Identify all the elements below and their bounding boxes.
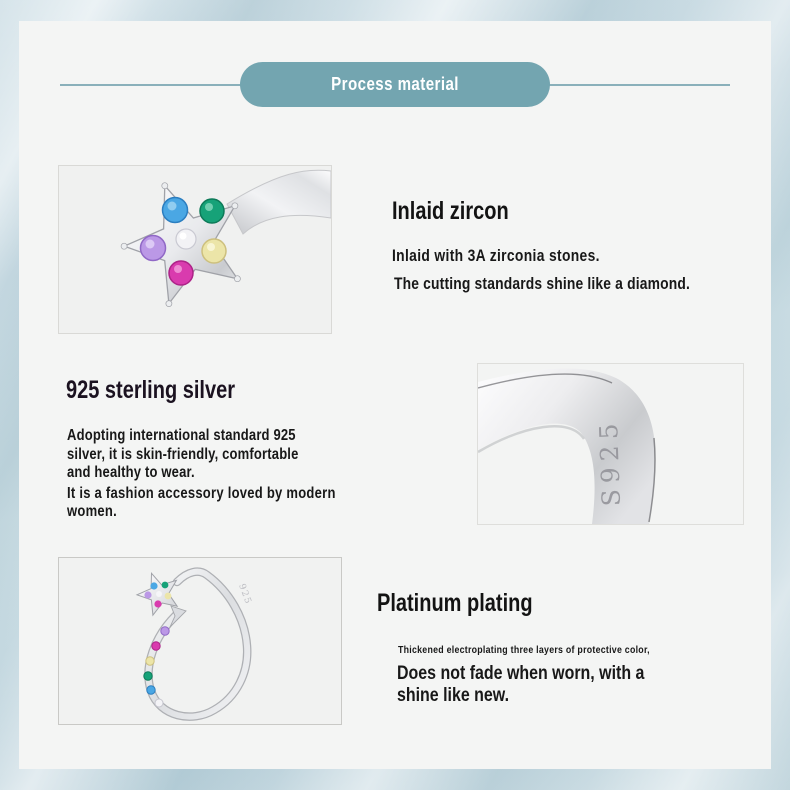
s925-band-illustration [478,364,743,524]
paragraph-line: silver, it is skin-friendly, comfortable [67,445,299,463]
star-head-illustration [59,166,331,333]
page-title: Process material [331,74,459,94]
paragraph-line: It is a fashion accessory loved by modern [67,485,336,502]
photo-background [59,558,341,724]
inlaid-zircon-line-1: Inlaid with 3A zirconia stones. [392,247,600,265]
section-title-pill [240,62,550,107]
sterling-silver-paragraph-2 [67,485,336,521]
platinum-plating-heading: Platinum plating [377,589,533,617]
inlaid-zircon-line-2: The cutting standards shine like a diamond. [394,275,691,293]
paragraph-line: women. [67,503,117,520]
inlaid-zircon-heading: Inlaid zircon [392,197,509,225]
platinum-plating-body [397,663,644,706]
full-ring-illustration [59,558,341,724]
paragraph-line: shine like new. [397,684,510,706]
paragraph-line: Adopting international standard 925 [67,427,296,444]
paragraph-line: Does not fade when worn, with a [397,663,645,684]
sterling-silver-paragraph-1 [67,427,299,483]
full-ring-photo [58,557,342,725]
sterling-silver-heading: 925 sterling silver [66,376,235,404]
engraving-925: 925 [236,582,253,607]
engraving-s925: S925 [593,417,626,507]
paragraph-line: and healthy to wear. [67,464,195,481]
s925-band-photo [477,363,744,525]
star-head-photo [58,165,332,334]
platinum-plating-subline: Thickened electroplating three layers of protective color, [398,644,650,656]
